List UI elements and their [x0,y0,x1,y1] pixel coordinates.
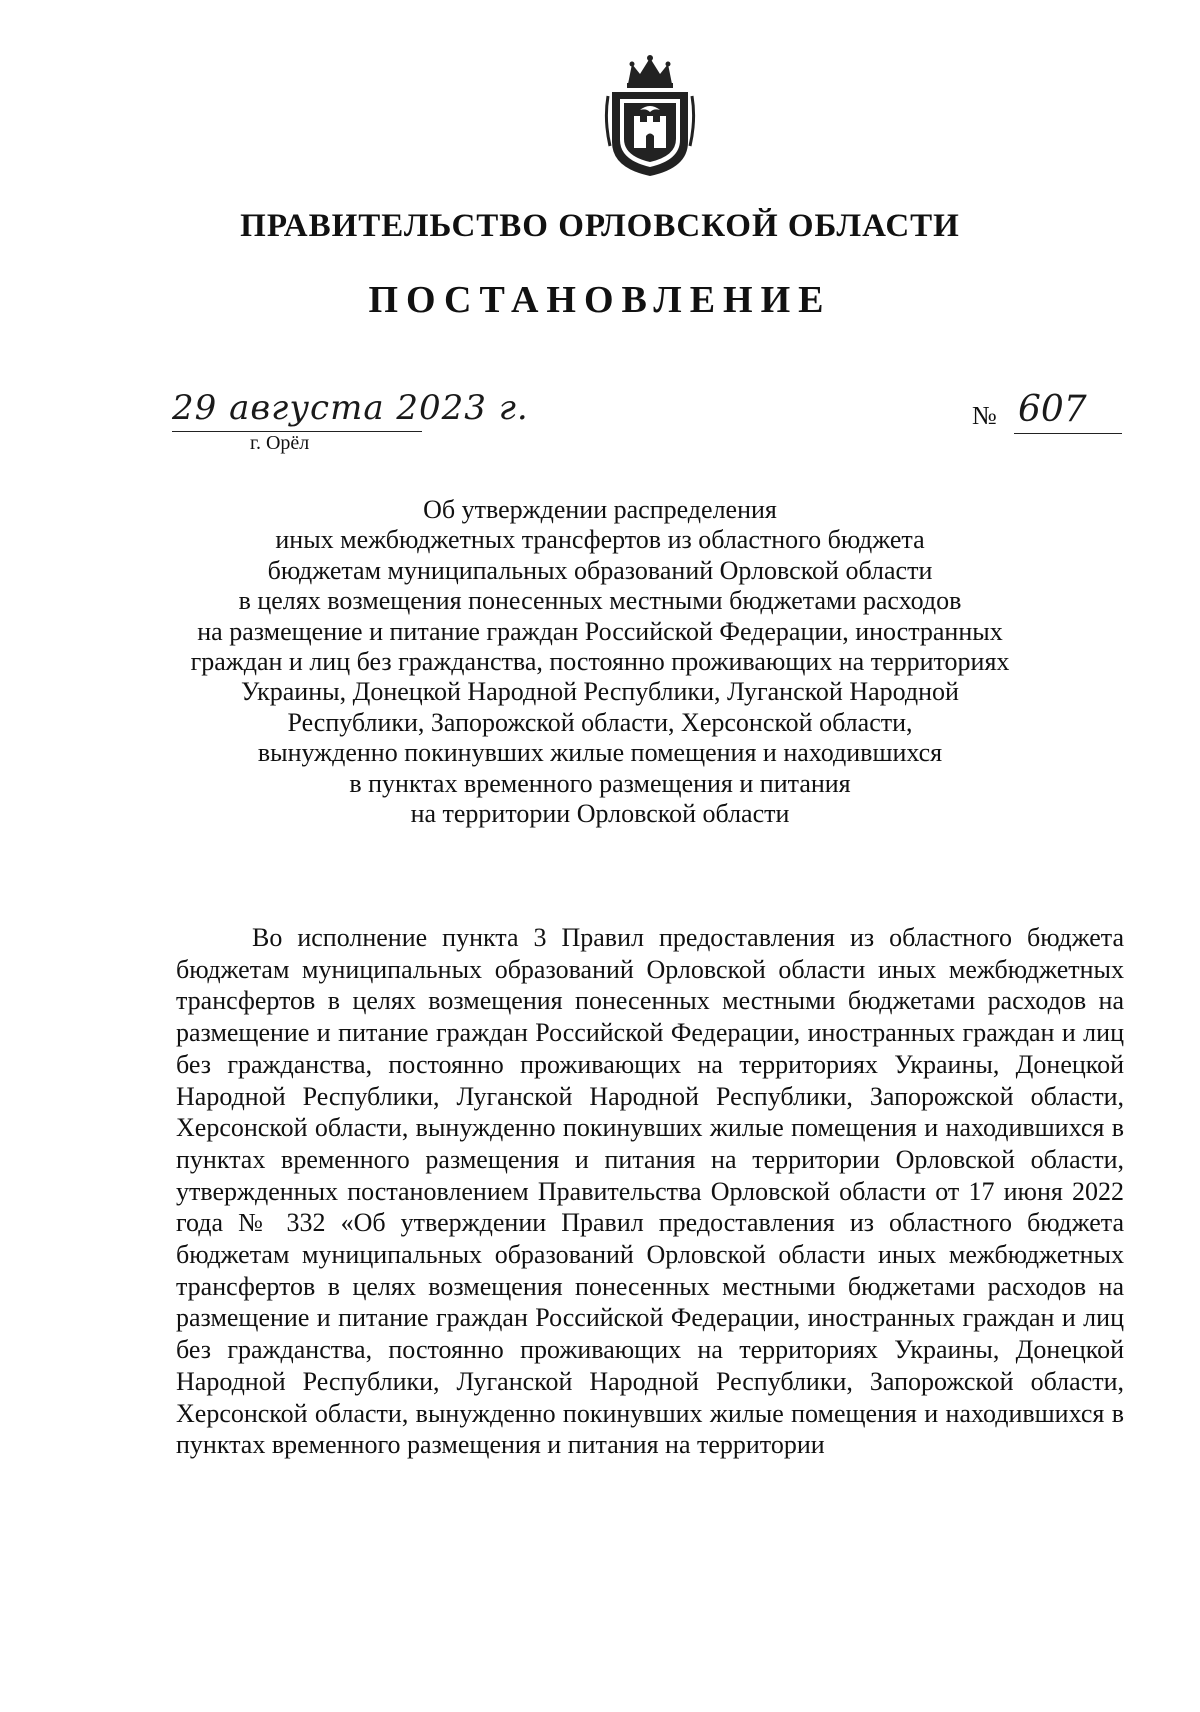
handwritten-date: 29 августа 2023 г. [172,388,529,428]
date-block [172,388,529,458]
subject-line: Республики, Запорожской области, Херсонской области, [287,707,913,737]
subject-line: на размещение и питание граждан Российской Федерации, иностранных [197,616,1003,646]
subject-line: граждан и лиц без гражданства, постоянно проживающих на территориях [190,647,1010,677]
subject-line: бюджетам муниципальных образований Орловской области [267,555,933,585]
organization-title: ПРАВИТЕЛЬСТВО ОРЛОВСКОЙ ОБЛАСТИ [240,208,960,244]
city-label: г. Орёл [250,432,310,454]
subject-line: на территории Орловской области [410,799,790,829]
document-subject [100,495,1100,829]
handwritten-number: 607 [1018,389,1087,430]
number-underline [1014,433,1122,434]
number-sign: № [972,401,997,430]
document-number-block [972,389,1132,443]
subject-line: вынужденно покинувших жилые помещения и находившихся [257,738,943,768]
coat-of-arms-emblem [600,50,700,180]
subject-line: Украины, Донецкой Народной Республики, Луганской Народной [241,677,959,707]
subject-line: в пунктах временного размещения и питания [349,768,851,798]
subject-line: Об утверждении распределения [423,495,777,524]
subject-line: иных межбюджетных трансфертов из областного бюджета [275,525,925,555]
subject-line: в целях возмещения понесенных местными бюджетами расходов [238,586,962,616]
document-type-title: ПОСТАНОВЛЕНИЕ [368,279,832,321]
body-paragraph: Во исполнение пункта 3 Правил предоставления из областного бюджета бюджетам муниципальных образований Орловской области иных межбюджетных трансфертов в целях возмещения понесенных местными бюджетами расходов на размещение и питание граждан Российской Федерации, иностранных граждан и лиц без гражданства, постоянно проживающих на территориях Украины, Донецкой Народной Республики, Луганской Народной Республики, Запорожской области, Херсонской области, вынужденно покинувших жилые помещения и находившихся в пунктах временного размещения и питания на территории Орловской области, утвержденных постановлением Правительства Орловской области от 17 июня 2022 года № 332 «Об утверждении Правил предоставления из областного бюджета бюджетам муниципальных образований Орловской области иных межбюджетных трансфертов в целях возмещения понесенных местными бюджетами расходов на размещение и питание граждан Российской Федерации, иностранных граждан и лиц без гражданства, постоянно проживающих на территориях Украины, Донецкой Народной Республики, Луганской Народной Республики, Запорожской области, Херсонской области, вынужденно покинувших жилые помещения и находившихся в пунктах временного размещения и питания на территории [176,923,1124,1460]
